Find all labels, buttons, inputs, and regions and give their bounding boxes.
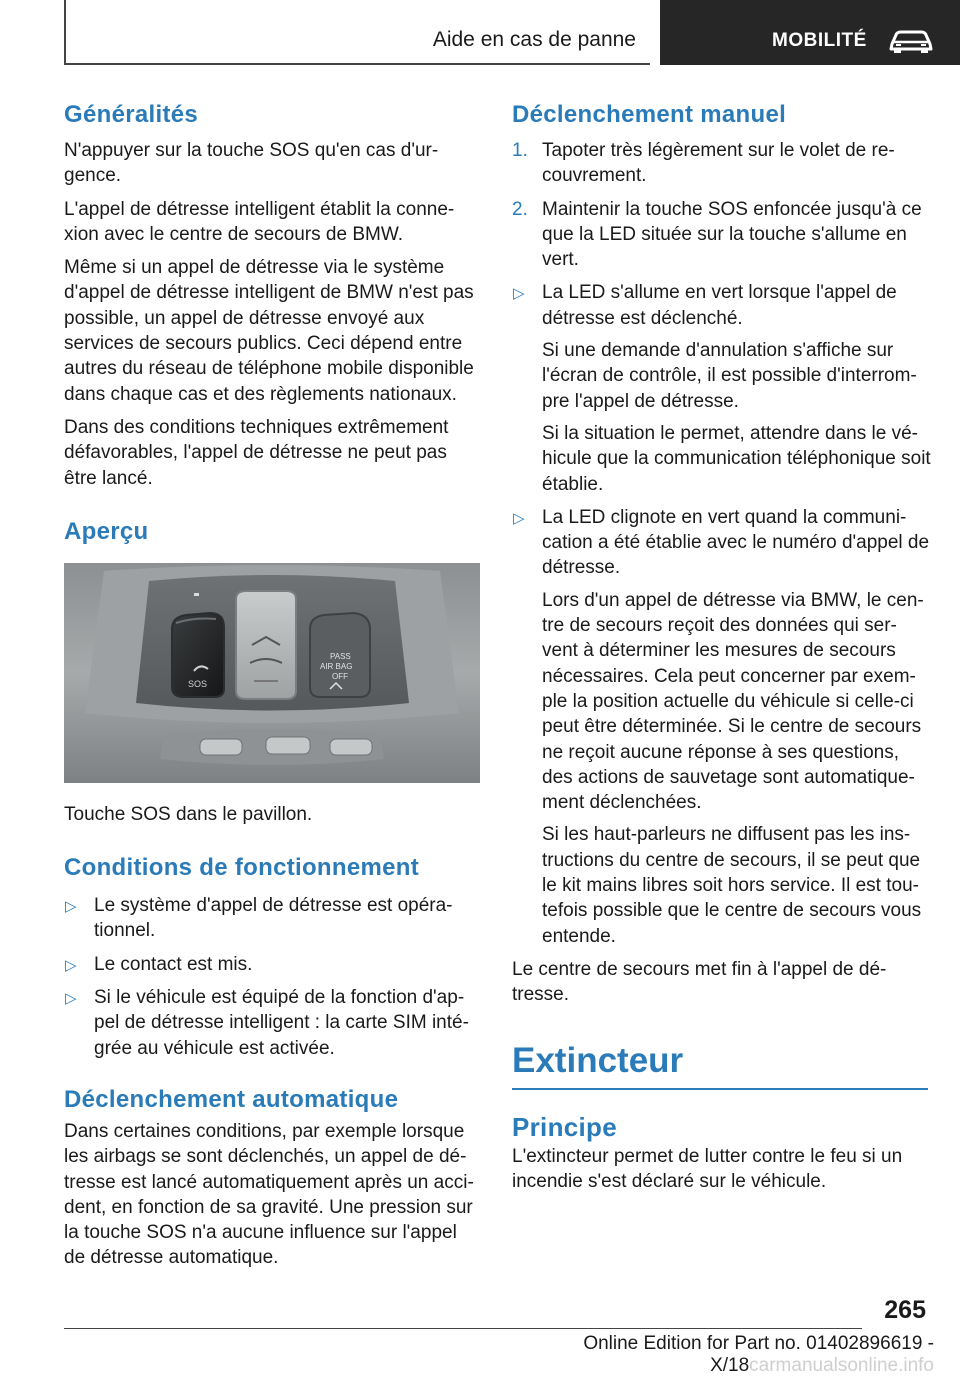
step-item: 1. Tapoter très légèrement sur le volet de re- couvrement.: [512, 140, 895, 187]
result-item: ▷ La LED clignote en vert quand la communi- cation a été établie avec le numéro d'appel de détresse.: [513, 506, 930, 579]
left-column: [64, 100, 482, 1271]
photo-caption: Touche SOS dans le pavillon.: [64, 803, 313, 825]
result-item: ▷ La LED s'allume en vert lorsque l'appel de détresse est déclenché.: [513, 282, 897, 329]
paragraph: N'appuyer sur la touche SOS qu'en cas d'ur- gence.: [64, 140, 439, 187]
step-number: 1.: [512, 140, 528, 161]
photo-airbag-label: AIR BAG: [320, 661, 353, 671]
step-number: 2.: [512, 198, 528, 220]
header-section-title: Aide en cas de panne: [432, 28, 636, 51]
heading-generalites: Généralités: [64, 101, 199, 128]
list-item: ▷ Le système d'appel de détresse est opéra- tionnel.: [65, 895, 453, 942]
result-detail: Si une demande d'annulation s'affiche sur l'écran de contrôle, il est possible d'interrom- pre l'appel de détresse.: [542, 340, 917, 412]
paragraph: Le centre de secours met fin à l'appel de dé- tresse.: [512, 958, 887, 1006]
heading-principe: Principe: [512, 1111, 617, 1142]
paragraph: Même si un appel de détresse via le système d'appel de détresse intelligent de BMW n'est pas possible, un appel de détresse envoyé aux services de secours publics. Ceci dépend entre autres du réseau de téléphone mobile disponible dans chaque cas et des règlements nationaux.: [64, 257, 474, 405]
result-detail: Si la situation le permet, attendre dans le vé- hicule que la communication téléphonique soit établie.: [542, 422, 931, 495]
page-number: 265: [884, 1296, 926, 1324]
paragraph: Dans certaines conditions, par exemple lorsque les airbags se sont déclenchés, un appel de dé- tresse est lancé automatiquement après un acci- dent, en fonction de sa gravité. Une pression sur la touche SOS n'a aucune influence sur l'appel de détresse automatique.: [64, 1120, 474, 1269]
triangle-bullet-icon: ▷: [65, 956, 77, 974]
step-item: 2. Maintenir la touche SOS enfoncée jusqu'à ce que la LED située sur la touche s'allume en vert.: [512, 198, 922, 271]
footer-edition: [474, 1333, 934, 1377]
paragraph: Dans des conditions techniques extrêmement défavorables, l'appel de détresse ne peut pas être lancé.: [64, 416, 449, 489]
triangle-bullet-icon: ▷: [65, 990, 77, 1008]
footer-rule: [64, 1328, 862, 1329]
heading-apercu: Aperçu: [64, 517, 149, 545]
triangle-bullet-icon: ▷: [513, 509, 525, 527]
header-chapter-label: MOBILITÉ: [772, 30, 867, 51]
header-rule-vertical: [64, 0, 66, 64]
heading-automatique: Déclenchement automatique: [64, 1085, 399, 1113]
heading-extincteur: Extincteur: [512, 1040, 684, 1080]
heading-conditions: Conditions de fonctionnement: [64, 854, 420, 882]
photo-sos-label: SOS: [188, 678, 208, 689]
right-column: [512, 100, 932, 1194]
car-icon: [888, 28, 934, 54]
list-item: ▷ Le contact est mis.: [64, 952, 482, 977]
heading-manuel: Déclenchement manuel: [512, 101, 787, 128]
header-chapter-tab: [660, 0, 960, 65]
sos-button-photo: [64, 563, 480, 783]
paragraph: L'extincteur permet de lutter contre le feu si un incendie s'est déclaré sur le véhicule.: [512, 1145, 903, 1192]
list-item: ▷ Si le véhicule est équipé de la fonction d'ap- pel de détresse intelligent : la carte SIM inté- grée au véhicule est activée.: [65, 987, 469, 1059]
footer-edition-text: Online Edition for Part no. 01402896619 - X/18: [583, 1333, 934, 1376]
paragraph: L'appel de détresse intelligent établit la conne- xion avec le centre de secours de BMW.: [64, 198, 455, 245]
triangle-bullet-icon: ▷: [65, 898, 77, 916]
photo-off-label: OFF: [332, 671, 348, 681]
photo-pass-label: PASS: [330, 651, 351, 661]
header-rule-horizontal: [64, 63, 650, 65]
watermark: carmanualsonline.info: [749, 1355, 934, 1376]
result-detail: Lors d'un appel de détresse via BMW, le cen- tre de secours reçoit des données qui ser- vent à déterminer les mesures de secours nécessaires. Cela peut concerner par exem- ple la position actuelle du véhicule si celle-ci peut être déterminée. Si le centre de secours ne reçoit aucune réponse à ses questions, des actions de sauvetage sont automatique- ment déclenchées.: [542, 589, 924, 814]
triangle-bullet-icon: ▷: [513, 285, 525, 303]
result-detail: Si les haut-parleurs ne diffusent pas les ins- tructions du centre de secours, il se peut que le kit mains libres soit hors service. Il est tou- tefois possible que le centre de secours vous entende.: [542, 824, 922, 947]
